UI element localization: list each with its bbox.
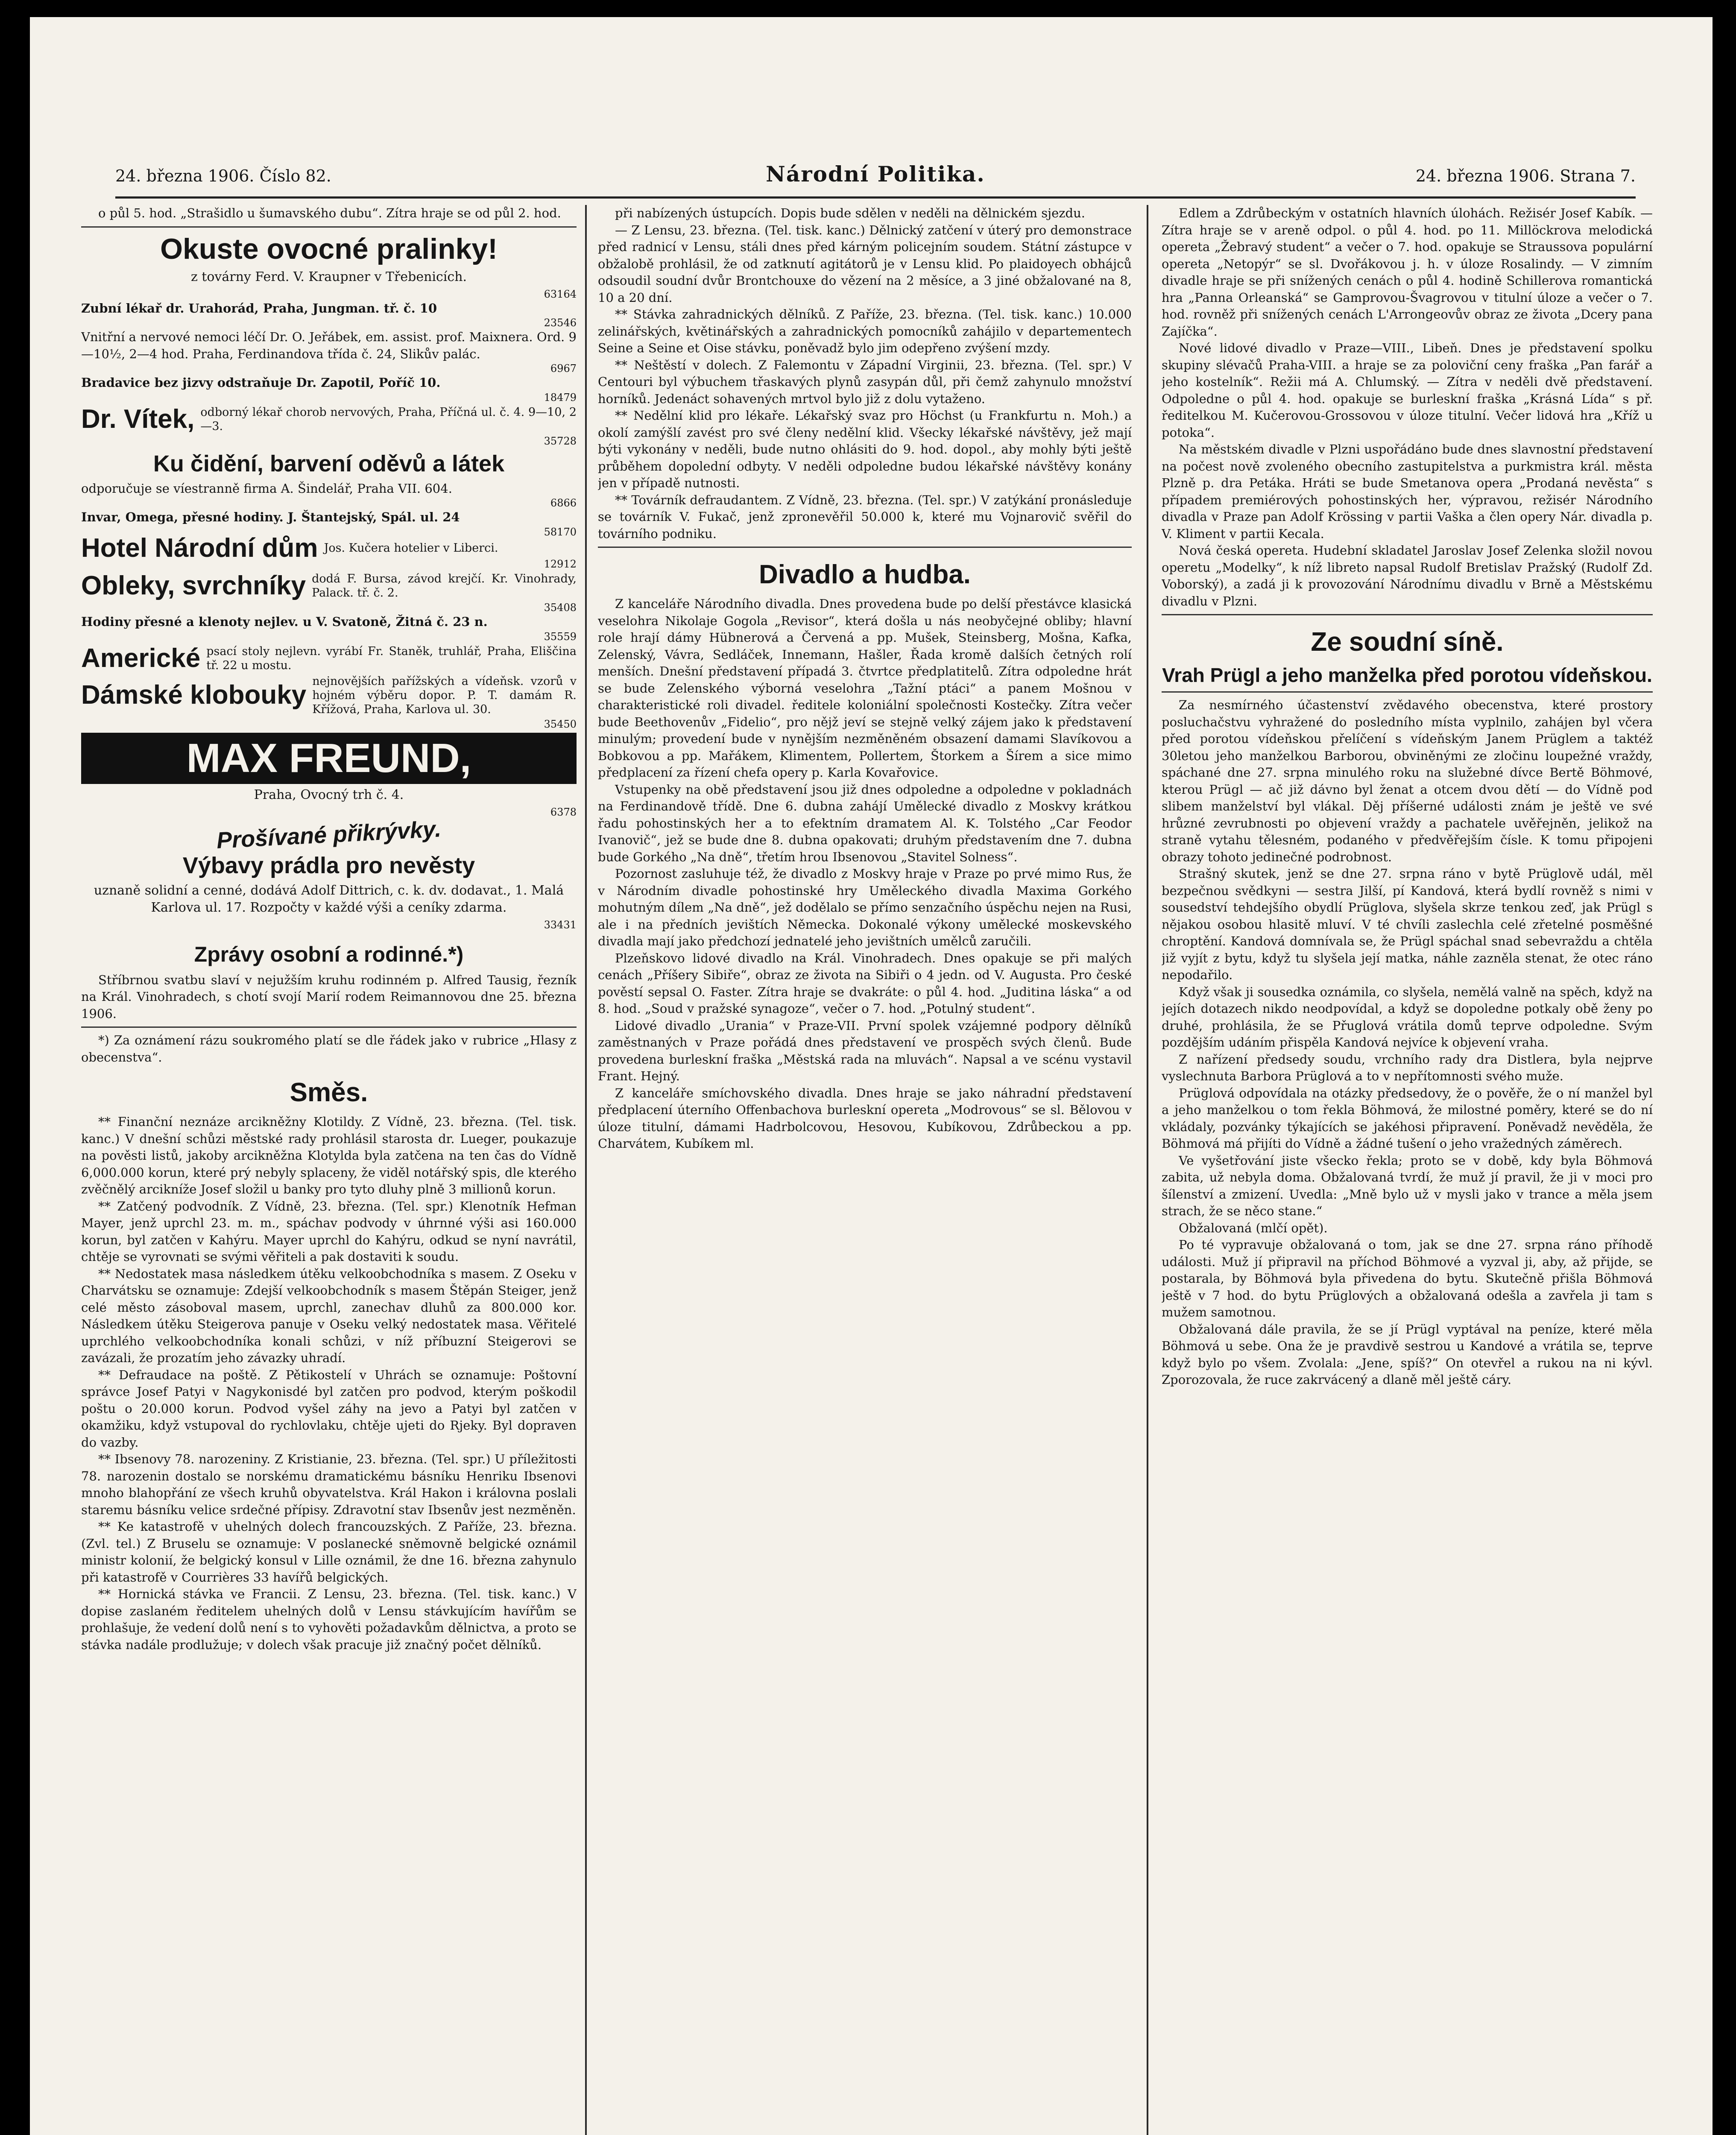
article-headline-prugl: Vrah Prügl a jeho manželka před porotou vídeňskou. xyxy=(1162,664,1652,686)
article-paragraph: Pozornost zasluhuje též, že divadlo z Moskvy hraje v Praze po prvé mimo Rus, že v Národním divadle pohostinské hry Uměleckého divadla Maxima Gorkého mohutným dílem „Na dně“, jež dodělalo se přímo senzačního úspěchu nejen na Rusi, ale i na předních jevištích Německa. Dokonalé výkony umělecké moskevského divadla mají jako předchozí jednatelé jeho jevištních umělců zaručili. xyxy=(598,866,1132,948)
ad-obleky xyxy=(81,572,577,600)
ad-americke-stoly xyxy=(81,644,577,673)
article-paragraph: ** Nedělní klid pro lékaře. Lékařský svaz pro Höchst (u Frankfurtu n. Moh.) a okolí zamýšlí zavést pro své členy nedělní klid. Všecky lékařské návštěvy, jež mají býti vykonány v neděli, bude nutno ohlásiti do 9. hod. dopol., aby mohly býti ještě průběhem dopolední odbyty. V neděli odpoledne budou lékařské návštěvy konány jen v případě nutnosti. xyxy=(598,408,1132,490)
ad-zubni-lekar: Zubní lékař dr. Urahorád, Praha, Jungman. tř. č. 10 xyxy=(81,301,437,316)
ad-klobouky-name: Dámské klobouky xyxy=(81,680,307,710)
ad-bradavice: Bradavice bez jizvy odstraňuje Dr. Zapotil, Poříč 10. xyxy=(81,375,441,390)
ad-hodiny-svatone: Hodiny přesné a klenoty nejlev. u V. Svatoně, Žitná č. 23 n. xyxy=(81,614,488,629)
ad-prikryvky: Prošívané přikrývky. xyxy=(216,816,442,854)
ad-dr-vitek-name: Dr. Vítek, xyxy=(81,404,195,434)
section-heading-zpravy-osobni: Zprávy osobní a rodinné.*) xyxy=(194,942,464,966)
article-paragraph: Obžalovaná (mlčí opět). xyxy=(1179,1220,1328,1235)
section-heading-soudni-sin: Ze soudní síně. xyxy=(1311,627,1504,657)
ad-dr-vitek xyxy=(81,405,577,433)
article-paragraph: ** Továrník defraudantem. Z Vídně, 23. března. (Tel. spr.) V zatýkání pronásleduje se továrník V. Fukač, jenž zpronevěřil 50.000 k, které mu Vojnarovič svěřil do továrního podniku. xyxy=(598,492,1132,541)
page-header xyxy=(115,158,1636,196)
article-paragraph: Z kanceláře smíchovského divadla. Dnes hraje se jako náhradní představení předplacení úterního Offenbachova burleskní opereta „Modrovous“ se sl. Bělovou v úloze titulní, dámami Hadrbolcovou, Hesovou, Kubíkovou, Zdrůbeckou a pp. Charvátem, Kubíkem ml. xyxy=(598,1085,1132,1151)
ad-number: 35728 xyxy=(544,435,577,447)
ad-hotel-details: Jos. Kučera hotelier v Liberci. xyxy=(324,541,498,555)
ad-cideni-details: odporučuje se víestranně firma A. Šindelář, Praha VII. 604. xyxy=(81,481,452,496)
col1-top-text: o půl 5. hod. „Strašidlo u šumavského dubu“. Zítra hraje se od půl 2. hod. xyxy=(98,206,561,220)
ad-number: 18479 xyxy=(544,391,577,404)
header-date-left: 24. března 1906. Číslo 82. xyxy=(115,167,331,185)
ad-number: 58170 xyxy=(544,526,577,538)
article-paragraph: ** Defraudace na poště. Z Pětikostelí v Uhrách se oznamuje: Poštovní správce Josef Patyi v Nagykonisdé byl zatčen pro podvod, kterým poškodil poštu o 20.000 korun. Podvod vyšel záhy na jevo a Patyi byl zatčen v okamžiku, když vstupoval do rychlovlaku, chtěje ujeti do Rjeky. Byl dopraven do vazby. xyxy=(81,1367,577,1450)
ad-number: 23546 xyxy=(544,317,577,329)
ad-number: 35408 xyxy=(544,602,577,614)
ad-cideni-title: Ku čidění, barvení oděvů a látek xyxy=(153,450,505,477)
article-paragraph: Edlem a Zdrůbeckým v ostatních hlavních úlohách. Režisér Josef Kabík. — Zítra hraje se v areně odpol. o půl 4. hod. po 11. Millöckrova melodická opereta „Žebravý student“ a večer o 7. hod. opakuje se Straussova populární opereta „Netopýr“ se sl. Dvořákovou j. h. v úloze Rosalindy. — V zimním divadle hraje se při snížených cenách o půl 4. hodině Schillerova romantická hra „Panna Orleanská“ se Gamprovou-Švagrovou v titulní úloze a večer o 7. hod. rovněž při snížených cenách L'Arrongeovův obraz ze života „Dcery pana Zajíčka“. xyxy=(1162,206,1653,339)
ad-max-freund-title: MAX FREUND, xyxy=(81,733,577,784)
section-heading-smes: Směs. xyxy=(290,1078,368,1107)
ad-americke-details: psací stoly nejlevn. vyrábí Fr. Staněk, truhlář, Praha, Eliščina tř. 22 u mostu. xyxy=(206,644,577,672)
article-paragraph: Za nesmírného účastenství zvědavého obecenstva, které prostory posluchačstvu vyhražené do posledního místa vyplnilo, zahájen byl včera před porotou vídeňskou přelíčení s vídeňským Janem Prüglem a taktéž 30letou jeho manželkou Barborou, obviněnými ze zločinu loupežné vraždy, spáchané dne 27. srpna minulého roku na služebné dívce Bertě Böhmové, kterou Prügl — ač již dávno byl ženat a otcem dvou dětí — do Vídně pod slibem manželství byl vlákal. Děj příšerné události znám je ještě ve své hrůzné zevrubnosti po objevení vraždy a pachatele uvěřejněn, jelikož na straně vytahu tělesném, podaného v předvěřejším čísle. K tomu připojeni obrazy tohoto jedinečné podrobnost. xyxy=(1162,698,1653,864)
ad-number: 6967 xyxy=(550,363,577,374)
article-paragraph: Strašný skutek, jenž se dne 27. srpna ráno v bytě Prüglově udál, měl bezpečnou svědkyni — sestra Jilší, pí Kandová, která bydlí rovněž s nimi v sousedství tehdejšího obydlí Prüglova, slyšela skrze tenkou zeď, jak Prügl s nějakou osobou hlasitě mluví. V té chvíli zaslechla celé zřetelné posměšné chroptění. Kandová domnívala se, že Prügl spáchal snad sebevraždu a chtěla již vyjít z bytu, když tu slyšela její matka, náhle zazněla stenat, že otec ráno nepodařilo. xyxy=(1162,866,1653,982)
article-paragraph: Z kanceláře Národního divadla. Dnes provedena bude po delší přestávce klasická veselohra Nikolaje Gogola „Revisor“, která došla u nás neobyčejné obliby; hlavní role hrají dámy Hübnerová a Červená a pp. Mušek, Steinsberg, Mošna, Kafka, Zelenský, Vávra, Sedláček, Innemann, Hašler, Řada kromě dalších četných rolí menších. Dnešní představení případá 3. čtvrtce předplatitelů. Zítra odpoledne hrát se bude Zelenského výborná veselohra „Tažní ptáci“ a panem Mošnou v charakteristické roli divadel. ředitele koloniální společnosti Kostečky. Zítra večer bude Beethovenův „Fidelio“, pro nějž jeví se stejně velký zájem jako k představení minulým; provedení bude v nynějším nezměněném obsazení damami Slavíkovou a Bobkovou a pp. Mařákem, Klimentem, Pollertem, Štorkem a Šírem a sice mimo předplacení za řízení chefa opery p. Karla Kovařovice. xyxy=(598,597,1132,780)
article-paragraph: Na městském divadle v Plzni uspořádáno bude dnes slavnostní představení na počest nově zvoleného obecního zastupitelstva a purkmistra král. města Plzně p. dra Petáka. Hráti se bude Smetanova opera „Prodaná nevěsta“ s případem premiérových pohostinských her, výpravou, režisér Národního divadla v Praze pan Adolf Krössing v partii Vaška a člen opery Nár. divadla p. V. Kliment v partii Kecala. xyxy=(1162,442,1653,541)
footnote: *) Za oznámení rázu soukromého platí se dle řádek jako v rubrice „Hlasy z obecenstva“. xyxy=(81,1033,577,1065)
ad-obleky-name: Obleky, svrchníky xyxy=(81,571,306,601)
ad-number: 35450 xyxy=(544,718,577,730)
article-paragraph: Ve vyšetřování jiste všecko řekla; proto se v době, kdy byla Böhmová zabita, už nebyla doma. Obžalovaná tvrdí, že muž jí pravil, že ji v moci pro šílenství a zmizení. Uvedla: „Mně bylo už v mysli jako v trance a měla jsem strach, že se něco stane.“ xyxy=(1162,1153,1653,1218)
ad-number: 63164 xyxy=(544,288,577,300)
article-paragraph: Nová česká opereta. Hudební skladatel Jaroslav Josef Zelenka složil novou operetu „Modelky“, k níž libreto napsal Rudolf Bretislav Pražský (Rudolf Zd. Voborský), a zadá ji k provozování Národnímu divadlu v Brně a Městskému divadlu v Plzni. xyxy=(1162,543,1653,608)
article-paragraph: Po té vypravuje obžalovaná o tom, jak se dne 27. srpna ráno příhodě události. Muž jí připravil na příchod Böhmové a vyzval ji, aby, až přijde, se postarala, by Böhmová byla přivedena do bytu. Skutečně přišla Böhmová ještě v 7 hod. do bytu Prüglových a obžalovaná odešla a zavřela ji tam s mužem samotnou. xyxy=(1162,1237,1653,1319)
article-paragraph: ** Stávka zahradnických dělníků. Z Paříže, 23. března. (Tel. tisk. kanc.) 10.000 zelinářských, květinářských a zahradnických pomocníků zahájilo v departementech Seine a Seine et Oise stávku, poněvadž bylo jim odepřeno zvýšení mzdy. xyxy=(598,307,1132,355)
divider xyxy=(598,547,1132,548)
header-date-right: 24. března 1906. Strana 7. xyxy=(1415,167,1636,185)
article-paragraph: při nabízených ústupcích. Dopis bude sdělen v neděli na dělnickém sjezdu. xyxy=(615,206,1086,220)
ad-nervove-nemoci: Vnitřní a nervové nemoci léčí Dr. O. Jeřábek, em. assist. prof. Maixnera. Ord. 9—10½, 2—4 hod. Praha, Ferdinandova třída č. 24, Slikův palác. xyxy=(81,330,577,361)
ad-damske-klobouky xyxy=(81,674,577,717)
article-paragraph: Z nařízení předsedy soudu, vrchního rady dra Distlera, byla nejprve vyslechnuta Barbora Prüglová a to v nepřítomnosti svého muže. xyxy=(1162,1052,1653,1083)
column-3 xyxy=(1162,205,1653,2135)
ad-hotel-name: Hotel Národní dům xyxy=(81,533,318,563)
ad-obleky-details: dodá F. Bursa, závod krejčí. Kr. Vinohrady, Palack. tř. č. 2. xyxy=(312,572,577,600)
ad-vybavy-details: uznaně solidní a cenné, dodává Adolf Dittrich, c. k. dv. dodavat., 1. Malá Karlova ul. 17. Rozpočty v každé výši a ceníky zdarma. xyxy=(94,883,564,915)
column-2 xyxy=(598,205,1132,2135)
article-paragraph: Když však ji sousedka oznámila, co slyšela, nemělá valně na spěch, když na jejích dotazech nikdo neodpovídal, a když se dopoledne potkaly obě ženy po druhé, prohlásila, že se Přuglová vrátila domů teprve odpoledne. Svým pozdějším udáním přispěla Kandová nejvíce k objevení vraha. xyxy=(1162,984,1653,1050)
ad-pralinky-sub: z továrny Ferd. V. Kraupner v Třebenicích. xyxy=(190,269,467,284)
ad-number: 6866 xyxy=(550,497,577,509)
section-heading-divadlo: Divadlo a hudba. xyxy=(758,560,971,589)
divider xyxy=(1162,691,1653,693)
ad-number: 35559 xyxy=(544,630,577,643)
article-paragraph: Lidové divadlo „Urania“ v Praze-VII. První spolek vzájemné podpory dělníků zaměstnaných v Praze pořádá dnes představení ve prospěch svých členů. Bude provedena burleskní fraška „Městská rada na mluvách“. Napsal a ve scénu vystavil Frant. Hejný. xyxy=(598,1018,1132,1083)
article-paragraph: ** Ibsenovy 78. narozeniny. Z Kristianie, 23. března. (Tel. spr.) U příležitosti 78. narozenin dostalo se norskému dramatickému básníku Henriku Ibsenovi mnoho blahopřání ze všech kruhů obyvatelstva. Král Hakon i královna poslali staremu básníku velice srdečné přípisy. Zdravotní stav Ibsenův jest nezměněn. xyxy=(81,1452,577,1517)
column-1 xyxy=(81,205,577,2135)
article-paragraph: ** Hornická stávka ve Francii. Z Lensu, 23. března. (Tel. tisk. kanc.) V dopise zaslaném ředitelem uhelných dolů v Lensu stávkujícím havířům se prohlašuje, že vedení dolů není s to vyhověti požadavkům dělnictva, a proto se stávka nadále prodlužuje; v dolech však pracuje již značný počet dělníků. xyxy=(81,1587,577,1652)
header-rule xyxy=(115,196,1636,199)
article-paragraph: Stříbrnou svatbu slaví v nejužším kruhu rodinném p. Alfred Tausig, řezník na Král. Vinohradech, s chotí svojí Marií rodem Reimannovou dne 25. března 1906. xyxy=(81,972,577,1021)
article-paragraph: ** Nedostatek masa následkem útěku velkoobchodníka s masem. Z Oseku v Charvátsku se oznamuje: Zdejší velkoobchodník s masem Štěpán Steiger, jenž celé město zásoboval masem, uprchl, zanechav dluhů za 800.000 kor. Následkem útěku Steigerova panuje v Oseku velký nedostatek masa. Věřitelé uprchlého velkoobchodníka konali schůzi, v níž příbuzní Steigerovi se zavázali, že prozatím jeho závazky uhradí. xyxy=(81,1266,577,1365)
article-paragraph: Prüglová odpovídala na otázky předsedovy, že o pověře, že o ní manžel byl a jeho manželkou o tom řekla Böhmová, že milostné poměry, které se do ní vkládaly, pozvánky týkajících se jakéhosi připravení. Poněvadž nevěděla, že Böhmová má přijíti do Vídně a žádné tušení o jeho vražedných záměrech. xyxy=(1162,1085,1653,1151)
divider xyxy=(81,226,577,228)
ad-americke-name: Americké xyxy=(81,643,201,673)
article-paragraph: ** Zatčený podvodník. Z Vídně, 23. března. (Tel. spr.) Klenotník Hefman Mayer, jenž uprchl 23. m. m., spáchav podvody v úhrnné výši asi 160.000 korun, byl zatčen v Kahýru. Mayer uprchl do Kahýru, odkud se nyní navrátil, chtěje se vyrovnati se svými věřiteli a pak dostaviti k soudu. xyxy=(81,1199,577,1264)
newspaper-page xyxy=(30,17,1713,2135)
article-paragraph: ** Finanční neznáze arcikněžny Klotildy. Z Vídně, 23. března. (Tel. tisk. kanc.) V dnešní schůzi městské rady prohlásil starosta dr. Lueger, poukazuje na pověsti listů, jakoby arcikněžna Klotylda byla zatčena na ten čas do Vídně 6,000.000 korun, které prý nebyly splaceny, že viděl notářský spis, dle kterého zvěčnělý arcikníže Josef složil u banky pro tyto dluhy plně 3 millionů korun. xyxy=(81,1114,577,1196)
article-paragraph: — Z Lensu, 23. března. (Tel. tisk. kanc.) Dělnický zatčení v úterý pro demonstrace před radnicí v Lensu, stáli dnes před kárným policejním soudem. Státní zástupce v obžalobě prohlásil, že od zatknutí agitátorů je v Lensu klid. Po plaidoyech obhájců odsoudil soudní dvůr Brontchouxe do vězení na 2 měsíce, a 3 jiné obžalované na 8, 10 a 20 dní. xyxy=(598,222,1132,305)
column-divider-1 xyxy=(585,205,587,2135)
article-paragraph: ** Ke katastrofě v uhelných dolech francouzských. Z Paříže, 23. března. (Zvl. tel.) Z Bruselu se oznamuje: V poslanecké sněmovně belgické oznámil ministr kolonií, že belgický konsul v Lille oznámil, že dne 16. března zahynulo při katastrofě v Courrières 33 havířů belgických. xyxy=(81,1519,577,1585)
article-paragraph: Plzeňskovo lidové divadlo na Král. Vinohradech. Dnes opakuje se při malých cenách „Příšery Sibiře“, obraz ze života na Sibiři o 4 jedn. od V. Augusta. Pro české pověstí sepsal O. Faster. Zítra hraje se dvakráte: o půl 4. hod. „Juditina láska“ a od 8. hod. „Soud v pražské synagoze“, večer o 7. hod. „Potulný student“. xyxy=(598,951,1132,1016)
ad-pralinky-title: Okuste ovocné pralinky! xyxy=(160,232,498,265)
ad-hodiny-invar: Invar, Omega, přesné hodiny. J. Štantejský, Spál. ul. 24 xyxy=(81,510,460,524)
ad-hotel-narodni-dum xyxy=(81,533,577,563)
masthead-title: Národní Politika. xyxy=(766,161,985,187)
article-paragraph: ** Neštěstí v dolech. Z Falemontu v Západní Virginii, 23. března. (Tel. spr.) V Centouri byl výbuchem třaskavých plynů zasypán důl, při čemž zahynulo množství horníků. Jedenáct sohavených mrtvol bylo již z dolu vytaženo. xyxy=(598,357,1132,406)
ad-dr-vitek-details: odborný lékař chorob nervových, Praha, Příčná ul. č. 4. 9—10, 2—3. xyxy=(200,405,577,433)
ad-klobouky-details: nejnovějších pařížských a vídeňsk. vzorů v hojném výběru dopor. P. T. damám R. Křížová, Praha, Karlova ul. 30. xyxy=(312,674,577,716)
article-paragraph: Obžalovaná dále pravila, že se jí Prügl vyptával na peníze, které měla Böhmová u sebe. Ona že je pravdivě sestrou u Kandové a vrátila se, teprve když bylo po všem. Zvolala: „Jene, spíš?“ On otevřel a rukou na ni kývl. Zporozovala, že ruce zakrvácený a dlaně měl ještě cáry. xyxy=(1162,1322,1653,1387)
divider xyxy=(1162,614,1653,615)
ad-number: 33431 xyxy=(544,918,577,931)
ad-max-freund-address: Praha, Ovocný trh č. 4. xyxy=(254,787,404,802)
column-divider-2 xyxy=(1147,205,1148,2135)
ad-number: 6378 xyxy=(550,806,577,818)
ad-number: 12912 xyxy=(544,558,577,570)
divider xyxy=(81,1027,577,1028)
article-paragraph: Nové lidové divadlo v Praze—VIII., Libeň. Dnes je představení spolku skupiny slévačů Praha-VIII. a hraje se za poloviční ceny fraška „Pan farář a jeho kostelník“. Režii má A. Chlumský. — Zítra v neděli dvě představení. Odpoledne o půl 4. hod. opakuje se burleskní fraška „Krásná Lída“ s př. ředitelkou M. Kučerovou-Grossovou v úloze titulní. Večer lidová hra „Kříž u potoka“. xyxy=(1162,341,1653,440)
article-paragraph: Vstupenky na obě představení jsou již dnes odpoledne a odpoledne v pokladnách na Ferdinandově třídě. Dne 6. dubna zahájí Umělecké divadlo z Moskvy krátkou řadu pohostinských her a to efektním dramatem Al. K. Tolstého „Car Feodor Ivanovič“, jež se bude dne 8. dubna opakovati; druhým představením dne 7. dubna bude Gorkého „Na dně“, třetím hrou Ibsenovou „Stavitel Solness“. xyxy=(598,782,1132,864)
ad-vybavy-title: Výbavy prádla pro nevěsty xyxy=(182,852,475,878)
